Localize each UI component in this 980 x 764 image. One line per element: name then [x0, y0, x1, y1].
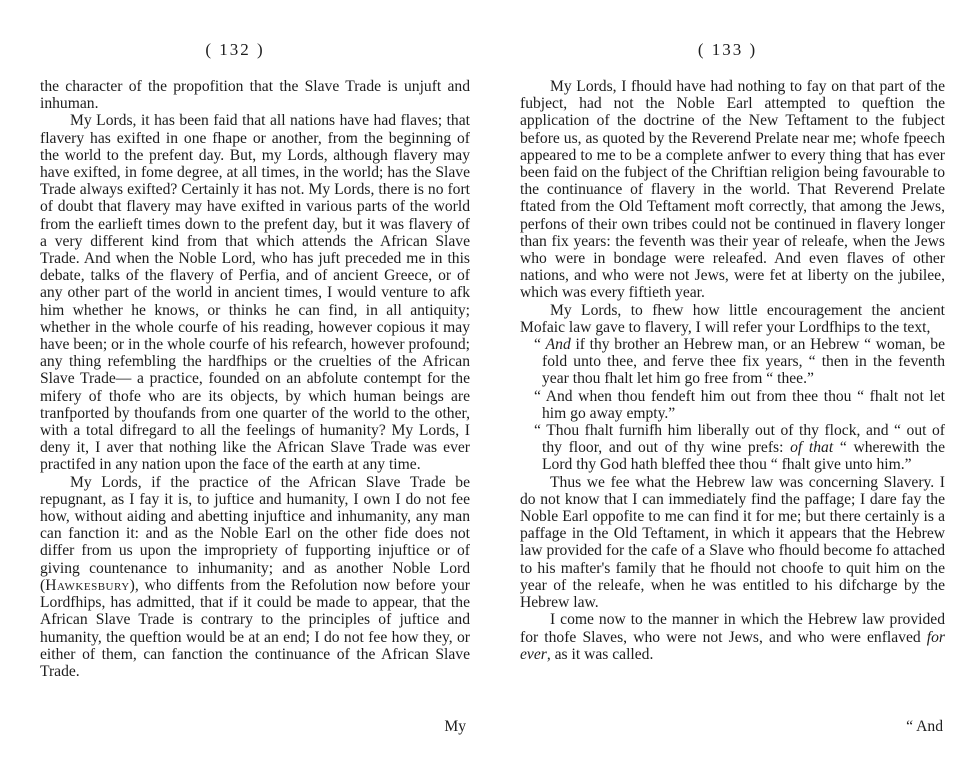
catchword-left: My: [444, 718, 466, 735]
quote-3-italic: of that: [790, 439, 834, 457]
paragraph-7-head: I come now to the manner in which the Hebrew law provided for thofe Slaves, who were not Jews, and who were enflaved: [520, 611, 945, 646]
scripture-quote-1: “ And if thy brother an Hebrew man, or an Hebrew “ woman, be fold unto thee, and ferve thee fix years, “ then in the feventh year thou fhalt let him go free from “ thee.”: [534, 336, 945, 388]
paragraph-2: My Lords, it has been faid that all nations have had flaves; that flavery has exifted in one fhape or another, from the beginning of the world to the prefent day. But, my Lords, although flavery may have exifted, in fome degree, at all times, in the world; has the Slave Trade always exifted? Certainly it has not. My Lords, there is no fort of doubt that flavery may have exifted in various parts of the world from the earlieft times down to the prefent day, but it was flavery of a very different kind from that which attends the African Slave Trade. And when the Noble Lord, who has juft preceded me in this debate, talks of the flavery of Perfia, and of ancient Greece, or of any other part of the world in ancient times, I would venture to afk him whether he knows, or thinks he can find, in all antiquity; whether in the whole courfe of his reading, however copious it may have been; or in the whole courfe of his refearch, however profound; any thing refembling the hardfhips or the cruelties of the African Slave Trade— a practice, founded on an abfolute contempt for the mifery of thofe who are its objects, by which human beings are tranfported by thoufands from one quarter of the world to the other, with a total difregard to all the feelings of humanity? My Lords, I deny it, I aver that nothing like the African Slave Trade was ever practifed in any nation upon the face of the earth at any time.: [40, 112, 470, 474]
right-page: [520, 0, 945, 764]
scripture-quote-3: [520, 422, 945, 474]
paragraph-7: [520, 611, 945, 663]
paragraph-4: My Lords, I fhould have had nothing to fay on that part of the fubject, had not the Noble Earl attempted to queftion the application of the doctrine of the New Teftament to the fubject before us, as quoted by the Reverend Prelate near me; whofe fpeech appeared to me to be a complete anfwer to every thing that has ever been faid on the fubject of the Chriftian religion being favourable to the continuance of flavery in the world. That Reverend Prelate ftated from the Old Teftament moft correctly, that among the Jews, perfons of their own tribes could not be continued in flavery longer than fix years: the feventh was their year of releafe, when the Jews who were in bondage were releafed. And even flaves of other nations, and who were not Jews, were fet at liberty on the jubilee, which was every fiftieth year.: [520, 78, 945, 302]
paragraph-7-tail: , as it was called.: [546, 645, 654, 663]
quote-3-head: “ Thou fhalt furnifh him liberally out of thy flock, and “ out of thy floor, and out of thy wine prefs:: [534, 422, 945, 457]
hawkesbury-name: Hawkesbury: [45, 576, 130, 594]
page-number-133: ( 133 ): [697, 40, 758, 59]
quote-1-text: if thy brother an Hebrew man, or an Hebrew “ woman, be fold unto thee, and ferve thee fix years, “ then in the feventh year thou fhalt let him go free from “ thee.”: [542, 336, 945, 388]
paragraph-7-italic: for ever: [520, 628, 945, 663]
quote-3-tail: “ wherewith the Lord thy God hath bleffed thee thou “ fhalt give unto him.”: [542, 439, 946, 474]
paragraph-1: the character of the propofition that the Slave Trade is unjuft and inhuman.: [40, 78, 470, 113]
scripture-quote-2: “ And when thou fendeft him out from thee thou “ fhalt not let him go away empty.”: [534, 387, 945, 422]
page-number-132: ( 132 ): [205, 40, 265, 59]
quote-1-italic-and: And: [545, 336, 571, 354]
left-page-body: [40, 78, 470, 680]
paragraph-3-head: My Lords, if the practice of the African Slave Trade be repugnant, as I fay it is, to juftice and humanity, I own I do not fee how, without aiding and abetting injuftice and inhumanity, any man can fanction it: and as the Noble Earl on the other fide does not differ from us upon the impropriety of fupporting injuftice or of giving countenance to inhumanity; and as another Noble Lord (: [40, 473, 470, 594]
catchword-right: “ And: [906, 718, 943, 735]
paragraph-3: [40, 474, 470, 680]
paragraph-5: My Lords, to fhew how little encouragement the ancient Mofaic law gave to flavery, I will refer your Lordfhips to the text,: [520, 301, 945, 336]
paragraph-6: Thus we fee what the Hebrew law was concerning Slavery. I do not know that I can immediately find the paffage; I dare fay the Noble Earl oppofite to me can find it for me; but there certainly is a paffage in the Old Teftament, in which it appears that the Hebrew law provided for the cafe of a Slave who fhould become fo attached to his mafter's family that he fhould not choofe to quit him on the year of the releafe, when he was entitled to his difcharge by the Hebrew law.: [520, 473, 945, 612]
paragraph-3-tail: ), who diffents from the Refolution now before your Lordfhips, has admitted, that if it could be made to appear, that the African Slave Trade is contrary to the principles of juftice and humanity, the queftion would be at an end; I do not fee how they, or either of them, can fanction the continuance of the African Slave Trade.: [40, 576, 470, 680]
right-page-body: [520, 78, 945, 663]
left-page: [40, 0, 470, 764]
